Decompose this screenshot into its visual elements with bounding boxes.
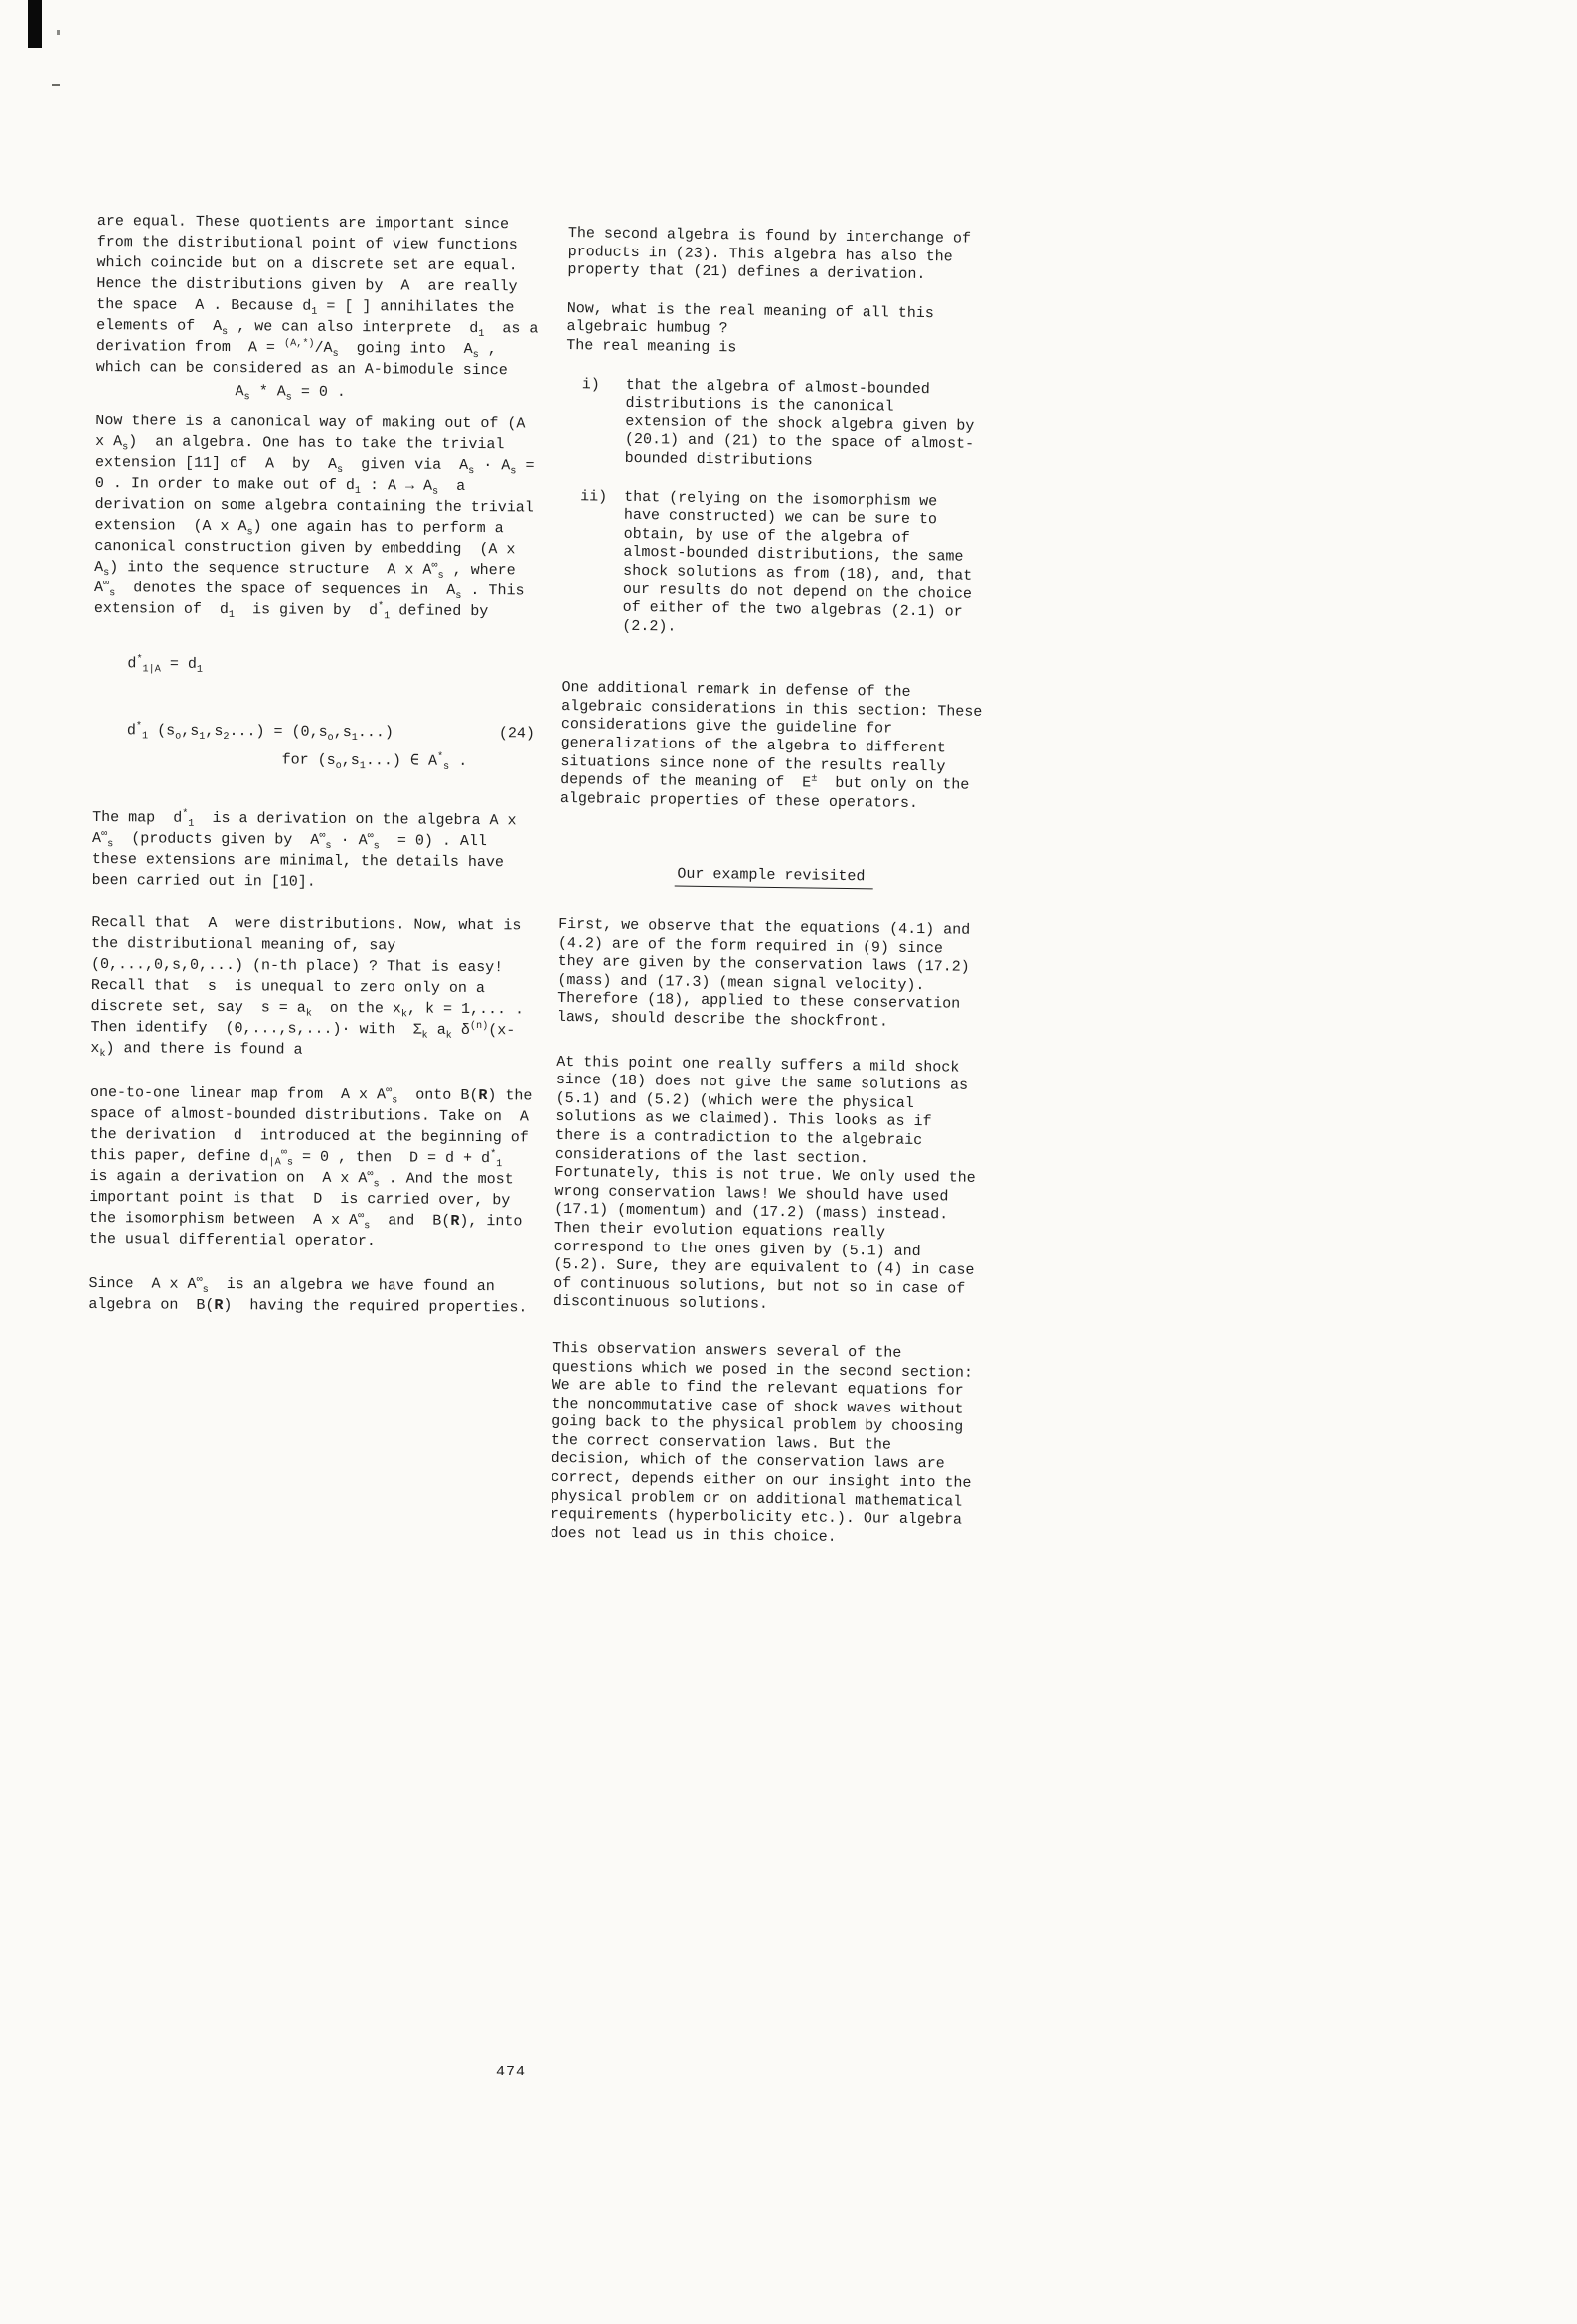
item-text: that the algebra of almost-bounded distributions is the canonical extension of the shock algebra given by (20.1) and (21) to the space of almost-bounded distributions [624, 376, 984, 470]
equation-24-body: $d^*_1$ $(s_o,s_1,s_2...) = (0,s_o,s_1...)$ [126, 721, 394, 745]
equation-24-condition: for $(s_o,s_1...)$ ∈ $A^*_s$ . [281, 751, 468, 773]
paragraph: The map $d^*_1$ is a derivation on the algebra A x $A^\infty_s$ (products given by $A^\infty_s \cdot A^\infty_s = 0$) . All these extensions are minimal, the details have been carried out in [10]. [91, 808, 526, 891]
scan-artifact-speck [57, 30, 60, 35]
paragraph: One additional remark in defense of the algebraic considerations in this section: These considerations give the guideline for generalizations of the algebra to different situations since none of the results really depends of the meaning of E± but only on the algebraic properties of these operators. [559, 679, 992, 812]
paragraph: First, we observe that the equations (4.1) and (4.2) are of the form required in (9) since they are given by the conservation laws (17.2) (mass) and (17.3) (mean signal velocity). Therefore (18), applied to these conservation laws, should describe the shockfront. [556, 915, 980, 1031]
section-heading-text: Our example revisited [675, 866, 872, 890]
item-label: ii) [580, 487, 608, 506]
paragraph: At this point one really suffers a mild shock since (18) does not give the same solutions as (5.1) and (5.2) (which were the physical solutions as we claimed). This looks as if there is a contradiction to the algebraic considerations of the last section. Fortunately, this is not true. We only used the wrong conservation laws! We should have used (17.1) (momentum) and (17.2) (mass) instead. Then their evolution equations really correspond to the ones given by (5.1) and (5.2). Sure, they are equivalent to (4) in case of continuous solutions, but not so in case of discontinuous solutions. [552, 1053, 985, 1314]
item-label: i) [581, 375, 600, 394]
item-text: that (relying on the isomorphism we have constructed) we can be sure to obtain, by use of the algebra of almost-bounded distributions, the same shock solutions as from (18), and, that our results do not depend on the choice of either of the two algebras (2.1) or (2.2). [622, 488, 982, 636]
scan-artifact-corner-bar [28, 0, 42, 48]
paragraph: Now, what is the real meaning of all this algebraic humbug ? The real meaning is [566, 299, 943, 357]
right-column [550, 225, 997, 1549]
scan-artifact-dash [52, 84, 60, 86]
paragraph: one-to-one linear map from A x $A^\infty_s$ onto B(R) the space of almost-bounded distributions. Take on A the derivation d introduced at the beginning of this paper, define $d_{|A}^\infty_s = 0$ , then $D = d + d^*_1$ is again a derivation on A x $A^\infty_s$ . And the most important point is that D is carried over, by the isomorphism between A x $A^\infty_s$ and B(R), into the usual differential operator. [88, 1083, 548, 1250]
page-number: 474 [496, 2064, 527, 2080]
left-column [88, 211, 548, 1318]
section-heading [559, 864, 989, 889]
paragraph: This observation answers several of the questions which we posed in the second section: We are able to find the relevant equations for the noncommutative case of shock waves without going back to the physical problem by choosing the correct conservation laws. But the decision, which of the conservation laws are correct, depends either on our insight into the physical problem or on additional mathematical requirements (hyperbolicity etc.). Our algebra does not lead us in this choice. [550, 1339, 983, 1546]
equation-as-product-zero: $A_s * A_s = 0$ . [235, 383, 346, 404]
paragraph: Now there is a canonical way of making out of (A x $A_s$) an algebra. One has to take the trivial extension [11] of A by $A_s$ given via $A_s \cdot A_s = 0$ . In order to make out of $d_1$ : $A \to A_s$ a derivation on some algebra containing the trivial extension (A x $A_s$) one again has to perform a canonical construction given by embedding (A x $A_s$) into the sequence structure A x $A^\infty_s$ , where $A^\infty_s$ denotes the space of sequences in $A_s$ . This extension of $d_1$ is given by $d^*_1$ defined by [93, 412, 544, 623]
enumerated-item-ii [562, 488, 994, 642]
paragraph: are equal. These quotients are important since from the distributional point of view functions which coincide but on a discrete set are equal. Hence the distributions given by A are really the space A . Because $d_1$ = [ ] annihilates the elements of $A_s$ , we can also interprete $d_1$ as a derivation from $A = ^{(A,*)}/A_s$ going into $A_s$ , which can be considered as an A-bimodule since [95, 212, 548, 380]
equation-24-number: (24) [498, 725, 535, 743]
paragraph: Recall that A were distributions. Now, what is the distributional meaning of, say (0,...,0,s,0,...) (n-th place) ? That is easy! Recall that s is unequal to zero only on a discrete set, say $s = a_k$ on the $x_k$, k = 1,... . Then identify (0,...,s,...)· with $\Sigma_k$ $a_k$ $\delta^{(n)}(x-x_k)$ and there is found a [90, 913, 534, 1061]
equation-restriction: $d^*_{1|A} = d_1$ [127, 654, 204, 676]
paragraph: Since A x $A^\infty_s$ is an algebra we have found an algebra on B(R) having the required properties. [88, 1274, 528, 1317]
paragraph: The second algebra is found by interchange of products in (23). This algebra has also the property that (21) defines a derivation. [567, 225, 981, 284]
equation-24 [127, 720, 539, 744]
enumerated-item-i [565, 376, 996, 474]
